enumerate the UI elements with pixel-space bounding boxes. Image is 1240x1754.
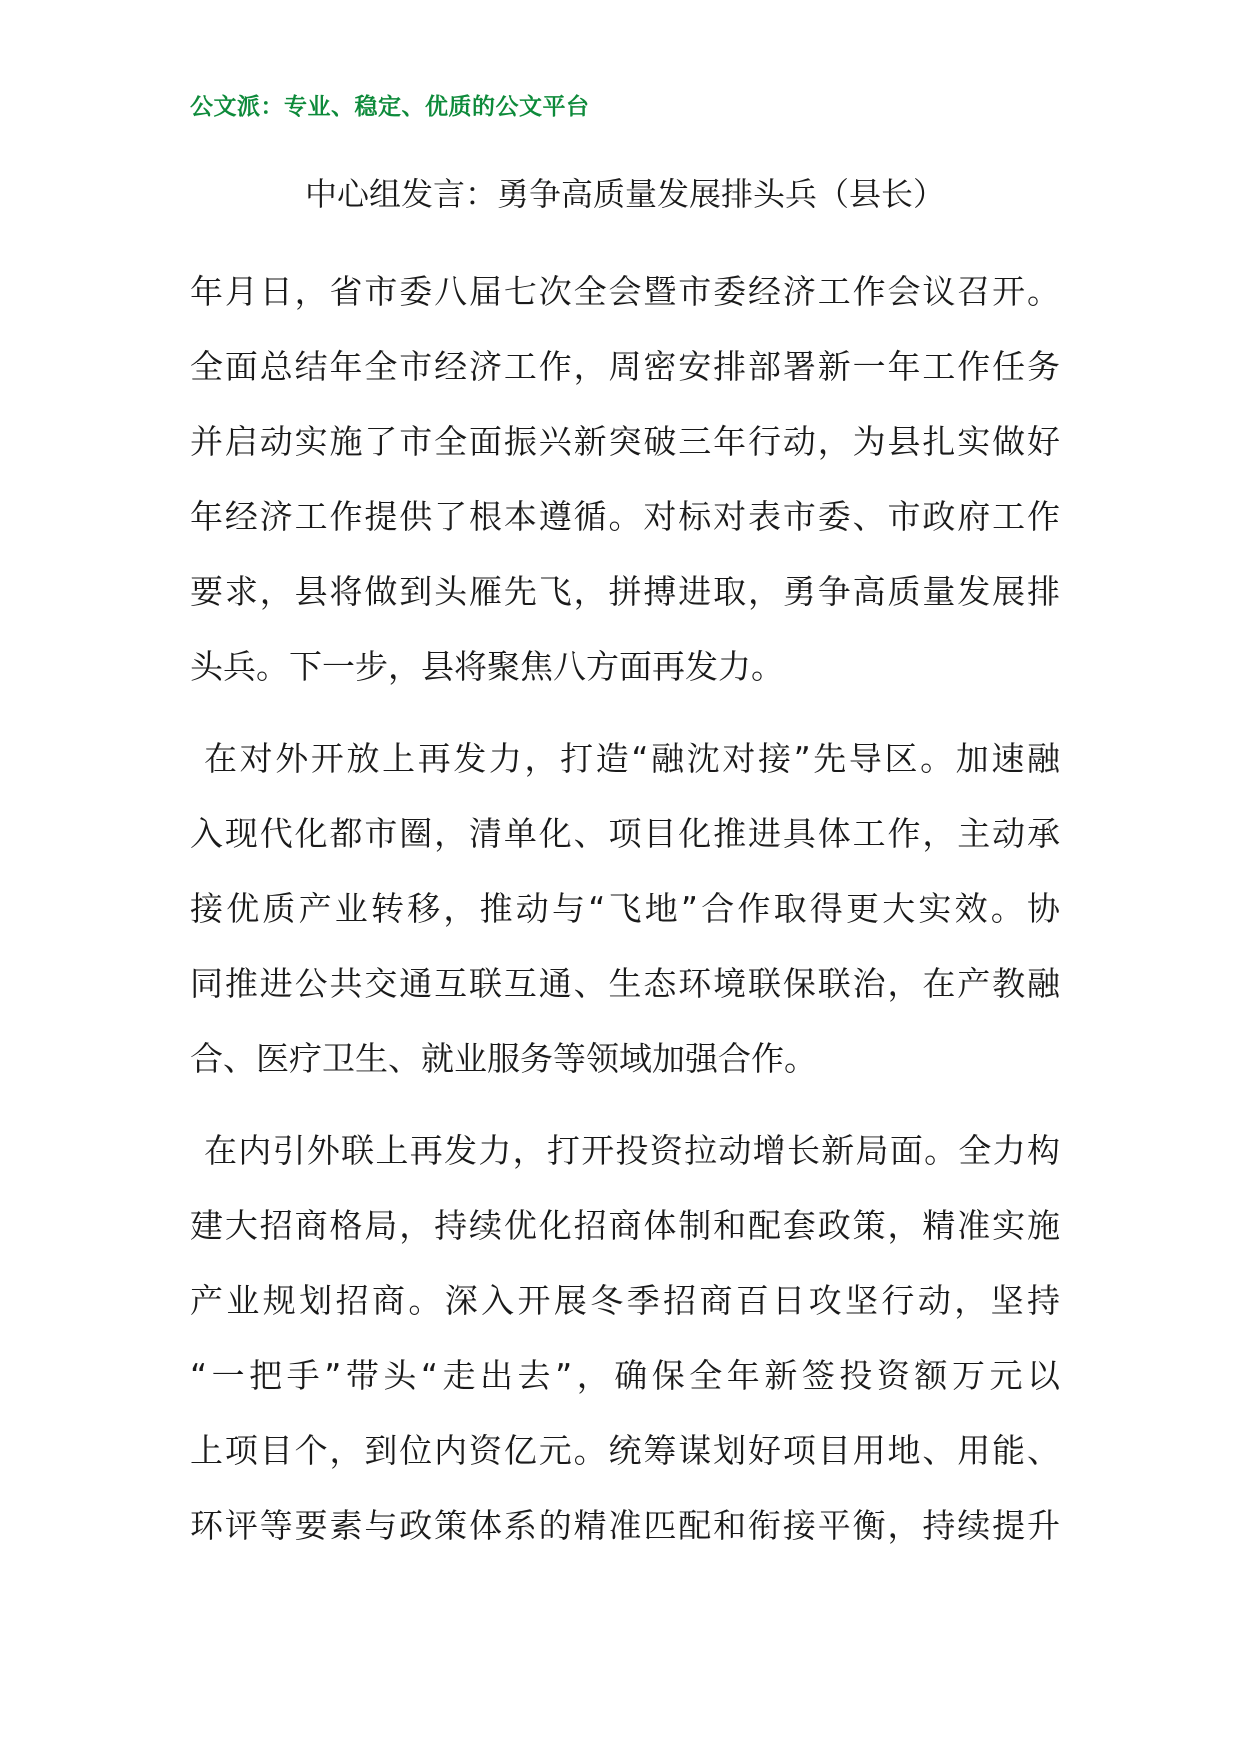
text-line: 产业规划招商。深入开展冬季招商百日攻坚行动，坚持 (190, 1281, 1060, 1320)
text-line: 要求，县将做到头雁先飞，拼搏进取，勇争高质量发展排 (190, 572, 1060, 611)
text-line: 上项目个，到位内资亿元。统筹谋划好项目用地、用能、 (190, 1431, 1060, 1470)
text-line: 在内引外联上再发力，打开投资拉动增长新局面。全力构 (204, 1131, 1060, 1170)
document-title: 中心组发言：勇争高质量发展排头兵（县长） (304, 175, 945, 213)
text-line: 并启动实施了市全面振兴新突破三年行动，为县扎实做好 (190, 422, 1060, 461)
text-line: 接优质产业转移，推动与“飞地”合作取得更大实效。协 (190, 889, 1060, 928)
text-line: 入现代化都市圈，清单化、项目化推进具体工作，主动承 (190, 814, 1060, 853)
text-line: 建大招商格局，持续优化招商体制和配套政策，精准实施 (190, 1206, 1060, 1245)
paragraph-3 (190, 1127, 1060, 1577)
text-line: “一把手”带头“走出去”，确保全年新签投资额万元以 (190, 1356, 1060, 1395)
document-body (190, 268, 1060, 1594)
text-line: 年经济工作提供了根本遵循。对标对表市委、市政府工作 (190, 497, 1060, 536)
paragraph-2 (190, 735, 1060, 1110)
text-line: 头兵。下一步，县将聚焦八方面再发力。 (190, 647, 784, 686)
text-line: 合、医疗卫生、就业服务等领域加强合作。 (190, 1039, 817, 1078)
paragraph-1 (190, 268, 1060, 718)
text-line: 年月日，省市委八届七次全会暨市委经济工作会议召开。 (190, 272, 1060, 311)
text-line: 环评等要素与政策体系的精准匹配和衔接平衡，持续提升 (190, 1506, 1060, 1545)
text-line: 同推进公共交通互联互通、生态环境联保联治，在产教融 (190, 964, 1060, 1003)
text-line: 全面总结年全市经济工作，周密安排部署新一年工作任务 (190, 347, 1060, 386)
brand-header: 公文派：专业、稳定、优质的公文平台 (190, 93, 590, 120)
text-line: 在对外开放上再发力，打造“融沈对接”先导区。加速融 (204, 739, 1060, 778)
